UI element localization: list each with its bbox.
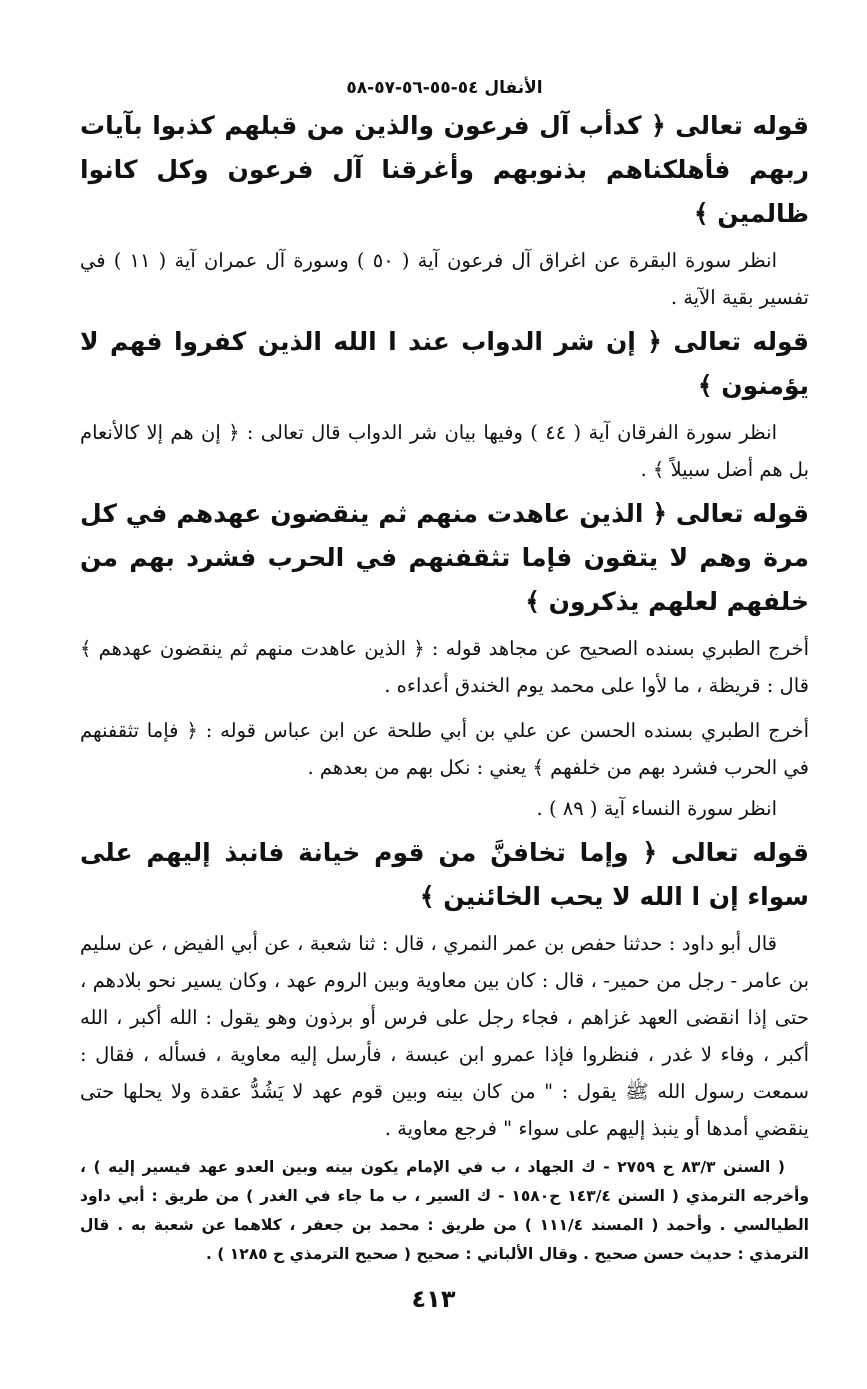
running-header: الأنفال ٥٤-٥٥-٥٦-٥٧-٥٨: [346, 78, 543, 98]
section-2: [80, 320, 809, 488]
verse-heading: قوله تعالى ﴿ كدأب آل فرعون والذين من قبلهم كذبوا بآيات ربهم فأهلكناهم بذنوبهم وأغرقنا آل فرعون وكل كانوا ظالمين ﴾: [80, 111, 809, 228]
commentary-paragraph: أخرج الطبري بسنده الحسن عن علي بن أبي طلحة عن ابن عباس قوله : ﴿ فإما تثقفنهم في الحرب فشرد بهم من خلفهم ﴾ يعني : نكل بهم من بعدهم .: [80, 719, 809, 779]
verse-heading: قوله تعالى ﴿ وإما تخافنَّ من قوم خيانة فانبذ إليهم على سواء إن ا الله لا يحب الخائنين ﴾: [80, 838, 809, 911]
commentary-paragraph: انظر سورة النساء آية ( ٨٩ ) .: [536, 797, 777, 820]
commentary-paragraph: انظر سورة الفرقان آية ( ٤٤ ) وفيها بيان شر الدواب قال تعالى : ﴿ إن هم إلا كالأنعام بل هم أضل سبيلاً ﴾ .: [80, 421, 809, 481]
section-4: [80, 831, 809, 1147]
page-number: ٤١٣: [411, 1285, 456, 1313]
page-body: [80, 78, 809, 1269]
commentary-paragraph: انظر سورة البقرة عن اغراق آل فرعون آية ( ٥٠ ) وسورة آل عمران آية ( ١١ ) في تفسير بقية الآية .: [80, 249, 809, 309]
hadith-paragraph: قال أبو داود : حدثنا حفص بن عمر النمري ، قال : ثنا شعبة ، عن أبي الفيض ، عن سليم بن عامر - رجل من حمير- ، قال : كان بين معاوية وبين الروم عهد ، وكان يسير نحو بلادهم ، حتى إذا انقضى العهد غزاهم ، فجاء رجل على فرس أو برذون وهو يقول : الله أكبر ، الله أكبر ، وفاء لا غدر ، فنظروا فإذا عمرو ابن عبسة ، فأرسل إليه معاوية ، فسأله ، فقال : سمعت رسول الله ﷺ يقول : " من كان بينه وبين قوم عهد لا يَشُدُّ عقدة ولا يحلها حتى ينقضي أمدها أو ينبذ إليهم على سواء " فرجع معاوية .: [80, 932, 809, 1140]
footnote: ( السنن ٨٣/٣ ح ٢٧٥٩ - ك الجهاد ، ب في الإمام يكون بينه وبين العدو عهد فيسير إليه ) ، وأخرجه الترمذي ( السنن ١٤٣/٤ ح١٥٨٠ - ك السير ، ب ما جاء في الغدر ) من طريق : أبي داود الطيالسي . وأحمد ( المسند ١١١/٤ ) من طريق : محمد بن جعفر ، كلاهما عن شعبة به . قال الترمذي : حديث حسن صحيح . وقال الألباني : صحيح ( صحيح الترمذي ح ١٢٨٥ ) .: [80, 1158, 809, 1263]
section-3: [80, 492, 809, 827]
verse-heading: قوله تعالى ﴿ الذين عاهدت منهم ثم ينقضون عهدهم في كل مرة وهم لا يتقون فإما تثقفنهم في الحرب فشرد بهم من خلفهم لعلهم يذكرون ﴾: [80, 499, 809, 616]
commentary-paragraph: أخرج الطبري بسنده الصحيح عن مجاهد قوله : ﴿ الذين عاهدت منهم ثم ينقضون عهدهم ﴾ قال : قريظة ، ما لأوا على محمد يوم الخندق أعداءه .: [80, 637, 809, 697]
section-1: [80, 104, 809, 316]
verse-heading: قوله تعالى ﴿ إن شر الدواب عند ا الله الذين كفروا فهم لا يؤمنون ﴾: [80, 327, 809, 400]
